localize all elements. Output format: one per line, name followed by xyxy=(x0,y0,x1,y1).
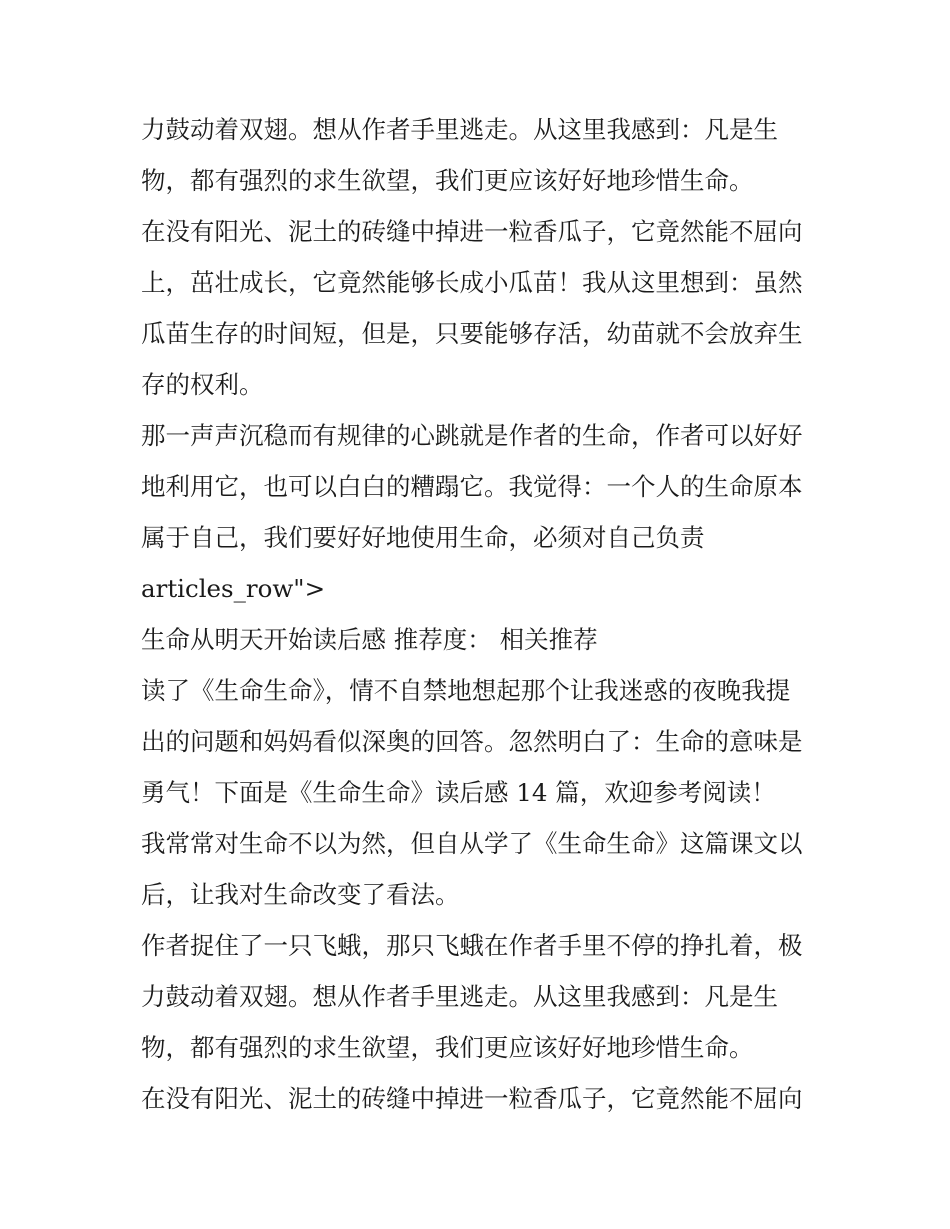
text-line: 物，都有强烈的求生欲望，我们更应该好好地珍惜生命。 xyxy=(141,166,754,195)
text-line: 瓜苗生存的时间短，但是，只要能够存活，幼苗就不会放弃生 xyxy=(141,319,803,348)
text-line: 在没有阳光、泥土的砖缝中掉进一粒香瓜子，它竟然能不屈向 xyxy=(141,217,803,246)
text-line: 属于自己，我们要好好地使用生命，必须对自己负责 xyxy=(141,523,705,552)
paragraph-changed-view xyxy=(141,818,821,920)
paragraph-moth-struggle xyxy=(141,920,821,1073)
text-line: 力鼓动着双翅。想从作者手里逃走。从这里我感到：凡是生 xyxy=(141,115,778,144)
text-line: 读了《生命生命》，情不自禁地想起那个让我迷惑的夜晚我提 xyxy=(141,676,791,705)
text-line: 上，茁壮成长，它竟然能够长成小瓜苗！我从这里想到：虽然 xyxy=(141,268,803,297)
stray-markup-text xyxy=(141,563,821,614)
text-line: 勇气！下面是《生命生命》读后感 14 篇，欢迎参考阅读！ xyxy=(141,778,776,807)
text-line: 生命从明天开始读后感 推荐度： 相关推荐 xyxy=(141,625,598,654)
text-line: 存的权利。 xyxy=(141,370,264,399)
text-line: 我常常对生命不以为然，但自从学了《生命生命》这篇课文以 xyxy=(141,829,803,858)
text-line: 物，都有强烈的求生欲望，我们更应该好好地珍惜生命。 xyxy=(141,1033,754,1062)
text-line: 出的问题和妈妈看似深奥的回答。忽然明白了：生命的意味是 xyxy=(141,727,803,756)
text-line: 地利用它，也可以白白的糟蹋它。我觉得：一个人的生命原本 xyxy=(141,472,803,501)
paragraph-heartbeat xyxy=(141,410,821,563)
paragraph-moth-struggle-end xyxy=(141,104,821,206)
document-body xyxy=(141,104,821,1124)
text-line: 后，让我对生命改变了看法。 xyxy=(141,880,460,909)
paragraph-melon-seed-start xyxy=(141,1073,821,1124)
text-line: articles_row"> xyxy=(141,574,326,603)
text-line: 那一声声沉稳而有规律的心跳就是作者的生命，作者可以好好 xyxy=(141,421,803,450)
related-recommendation-heading xyxy=(141,614,821,665)
paragraph-melon-seed xyxy=(141,206,821,410)
text-line: 力鼓动着双翅。想从作者手里逃走。从这里我感到：凡是生 xyxy=(141,982,778,1011)
text-line: 作者捉住了一只飞蛾，那只飞蛾在作者手里不停的挣扎着，极 xyxy=(141,931,803,960)
text-line: 在没有阳光、泥土的砖缝中掉进一粒香瓜子，它竟然能不屈向 xyxy=(141,1084,803,1113)
paragraph-intro xyxy=(141,665,821,818)
